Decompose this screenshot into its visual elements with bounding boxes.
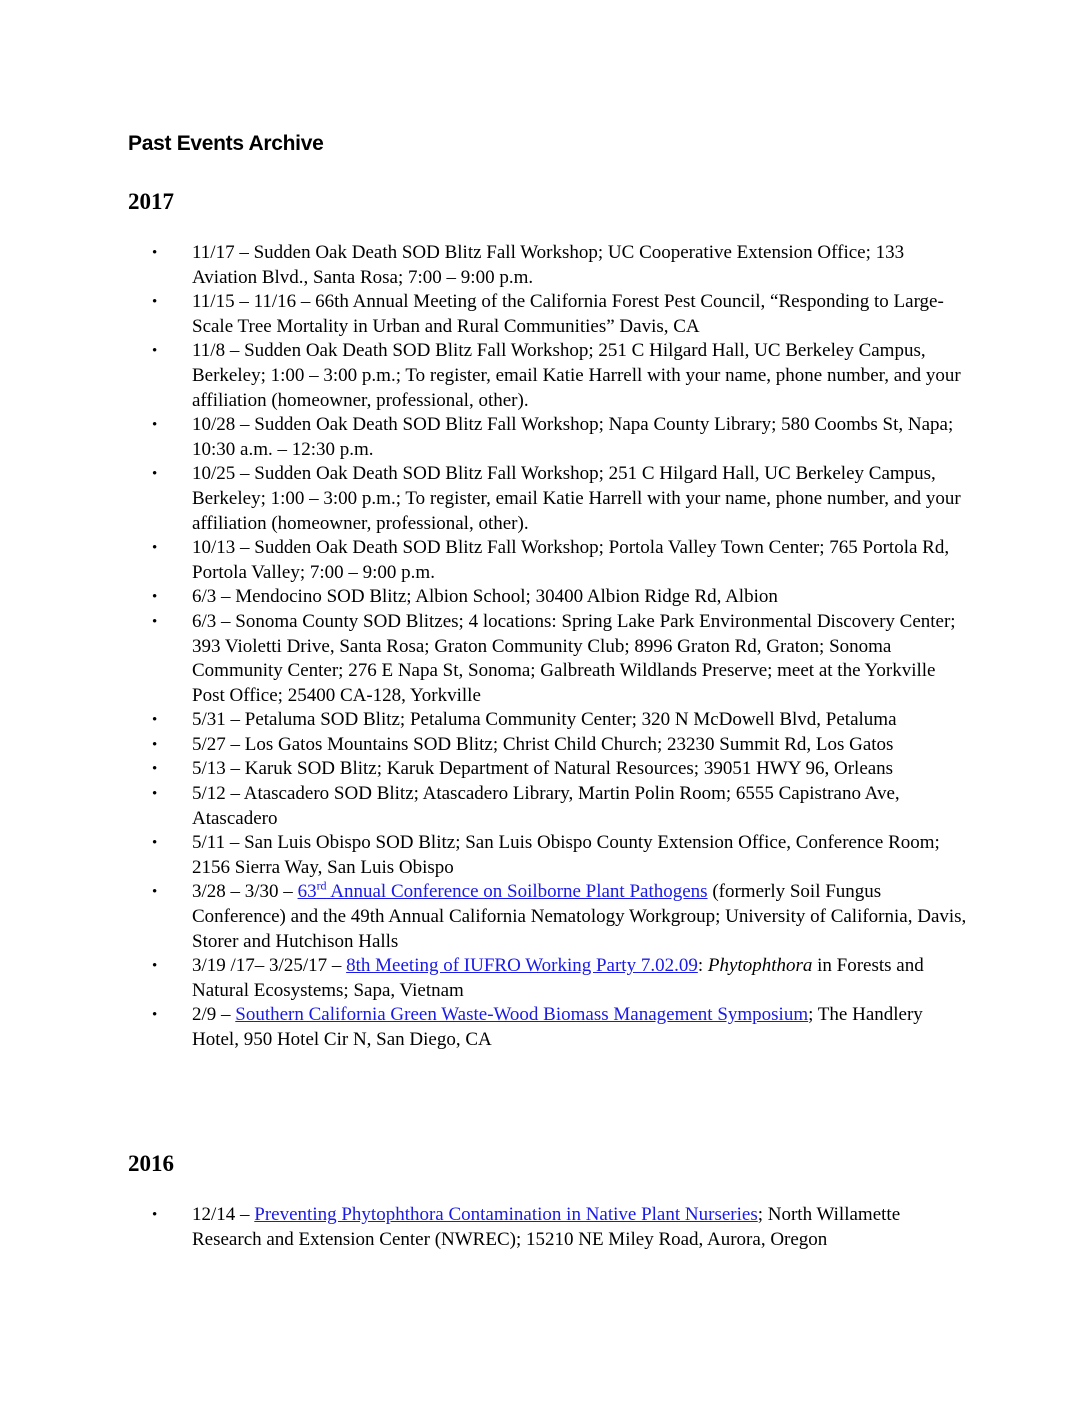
event-item-iufro <box>192 954 972 1003</box>
event-item: • 6/3 – Sonoma County SOD Blitzes; 4 locations: Spring Lake Park Environmental Discovery Center; 393 Violetti Drive, Santa Rosa; Graton Community Club; 8996 Graton Rd, Graton; Sonoma Community Center; 276 E Napa St, Sonoma; Galbreath Wildlands Preserve; meet at the Yorkville Post Office; 25400 CA-128, Yorkville <box>192 610 972 708</box>
event-item-biomass <box>192 1003 972 1052</box>
link-number: 63 <box>297 881 317 903</box>
event-list-2016 <box>192 1203 972 1252</box>
event-item: • 5/31 – Petaluma SOD Blitz; Petaluma Community Center; 320 N McDowell Blvd, Petaluma <box>192 708 972 733</box>
event-item: • 11/8 – Sudden Oak Death SOD Blitz Fall Workshop; 251 C Hilgard Hall, UC Berkeley Campus, Berkeley; 1:00 – 3:00 p.m.; To register, email Katie Harrell with your name, phone number, and your affiliation (homeowner, professional, other). <box>192 339 972 413</box>
event-date: 3/28 – 3/30 – <box>192 881 298 903</box>
event-item: • 5/27 – Los Gatos Mountains SOD Blitz; Christ Child Church; 23230 Summit Rd, Los Gatos <box>192 733 972 758</box>
event-item: • 10/13 – Sudden Oak Death SOD Blitz Fall Workshop; Portola Valley Town Center; 765 Portola Rd, Portola Valley; 7:00 – 9:00 p.m. <box>192 536 972 585</box>
event-item-soilborne <box>192 880 972 954</box>
colon: : <box>697 955 708 977</box>
event-item-nurseries <box>192 1203 972 1252</box>
year-heading-2017: 2017 <box>128 189 174 214</box>
event-item: • 10/28 – Sudden Oak Death SOD Blitz Fall Workshop; Napa County Library; 580 Coombs St, Napa; 10:30 a.m. – 12:30 p.m. <box>192 413 972 462</box>
nurseries-link[interactable]: Preventing Phytophthora Contamination in Native Plant Nurseries <box>254 1204 758 1225</box>
page-title: Past Events Archive <box>128 132 324 155</box>
event-list-2017 <box>192 241 972 1053</box>
event-item: • 11/17 – Sudden Oak Death SOD Blitz Fall Workshop; UC Cooperative Extension Office; 133 Aviation Blvd., Santa Rosa; 7:00 – 9:00 p.m. <box>192 241 972 290</box>
event-item: • 5/12 – Atascadero SOD Blitz; Atascadero Library, Martin Polin Room; 6555 Capistrano Ave, Atascadero <box>192 782 972 831</box>
event-details: in Forests and Natural Ecosystems; Sapa, Vietnam <box>192 955 924 1001</box>
event-date: 3/19 /17– 3/25/17 – <box>192 955 347 977</box>
event-item: • 5/13 – Karuk SOD Blitz; Karuk Department of Natural Resources; 39051 HWY 96, Orleans <box>192 757 972 782</box>
year-heading-2016: 2016 <box>128 1151 174 1176</box>
soilborne-conference-link[interactable] <box>298 881 708 902</box>
link-text: Annual Conference on Soilborne Plant Pathogens <box>326 881 708 903</box>
event-item: • 11/15 – 11/16 – 66th Annual Meeting of the California Forest Pest Council, “Responding to Large-Scale Tree Mortality in Urban and Rural Communities” Davis, CA <box>192 290 972 339</box>
event-details: ; North Willamette Research and Extension Center (NWREC); 15210 NE Miley Road, Aurora, Oregon <box>192 1204 901 1250</box>
iufro-meeting-link[interactable]: 8th Meeting of IUFRO Working Party 7.02.09 <box>346 955 698 977</box>
event-date: 2/9 – <box>192 1004 236 1026</box>
event-item: • 10/25 – Sudden Oak Death SOD Blitz Fall Workshop; 251 C Hilgard Hall, UC Berkeley Campus, Berkeley; 1:00 – 3:00 p.m.; To register, email Katie Harrell with your name, phone number, and your affiliation (homeowner, professional, other). <box>192 462 972 536</box>
ordinal-suffix: rd <box>316 879 327 894</box>
event-item: • 5/11 – San Luis Obispo SOD Blitz; San Luis Obispo County Extension Office, Conference Room; 2156 Sierra Way, San Luis Obispo <box>192 831 972 880</box>
event-item: • 6/3 – Mendocino SOD Blitz; Albion School; 30400 Albion Ridge Rd, Albion <box>192 585 972 610</box>
biomass-symposium-link[interactable]: Southern California Green Waste-Wood Biomass Management Symposium <box>235 1004 809 1026</box>
event-details: (formerly Soil Fungus Conference) and the 49th Annual California Nematology Workgroup; University of California, Davis, Storer and Hutchison Halls <box>192 881 967 952</box>
event-details: ; The Handlery Hotel, 950 Hotel Cir N, San Diego, CA <box>192 1004 923 1050</box>
italic-term: Phytophthora <box>707 955 813 977</box>
event-date: 12/14 – <box>192 1204 255 1225</box>
